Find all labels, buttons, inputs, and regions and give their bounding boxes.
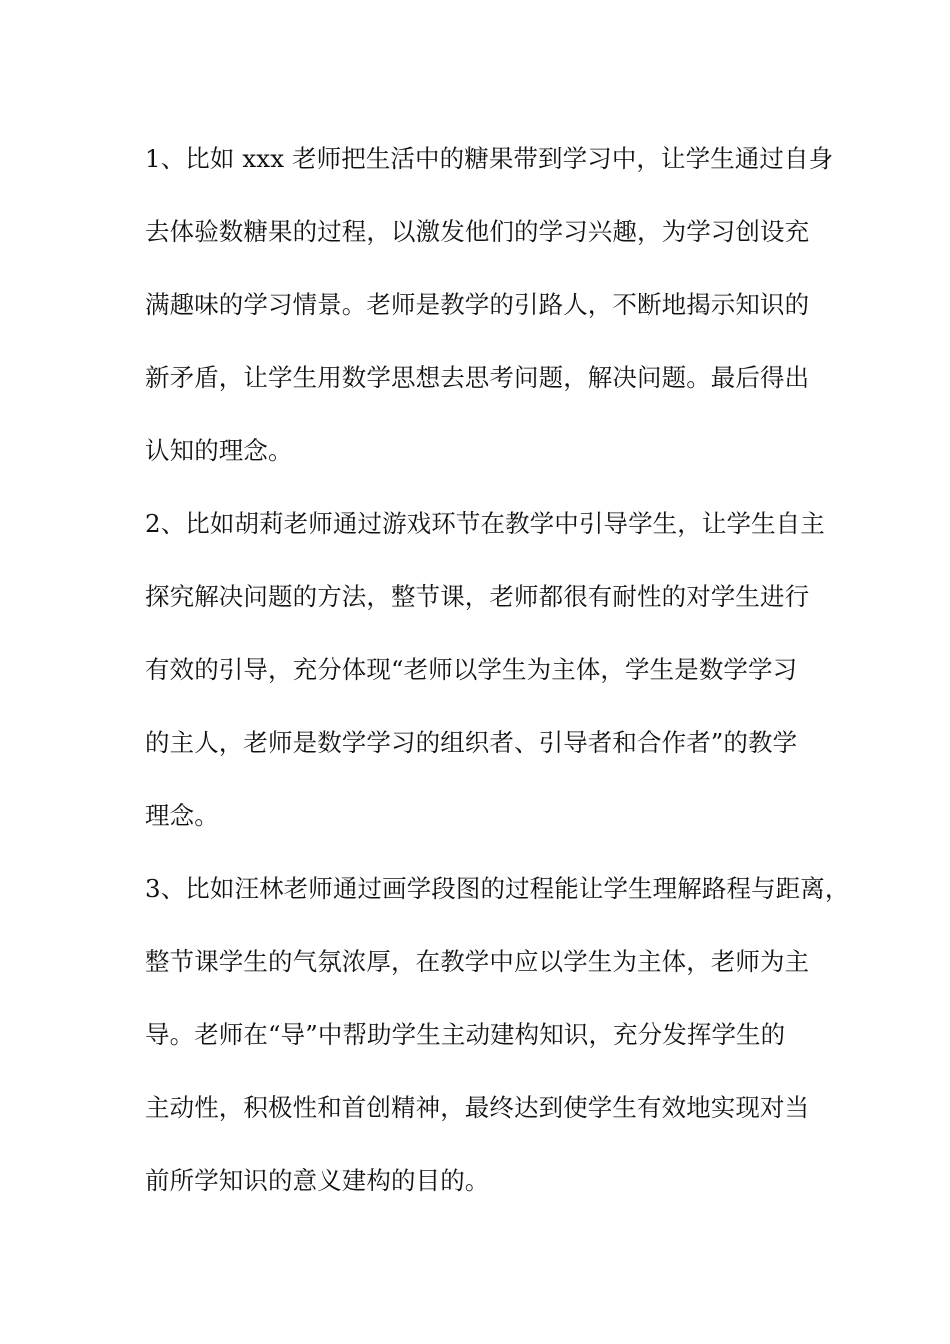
paragraph-line: 理念。 (145, 801, 219, 830)
paragraph-1 (145, 122, 834, 487)
paragraph-3 (145, 852, 850, 1217)
paragraph-line: 新矛盾，让学生用数学思想去思考问题，解决问题。最后得出 (145, 363, 810, 392)
paragraph-line: 去体验数糖果的过程，以激发他们的学习兴趣，为学习创设充 (145, 217, 810, 246)
paragraph-line: 主动性，积极性和首创精神，最终达到使学生有效地实现对当 (145, 1093, 810, 1122)
paragraph-line: 探究解决问题的方法，整节课，老师都很有耐性的对学生进行 (145, 582, 810, 611)
paragraph-line: 满趣味的学习情景。老师是教学的引路人，不断地揭示知识的 (145, 290, 810, 319)
paragraph-line: 2、比如胡莉老师通过游戏环节在教学中引导学生，让学生自主 (145, 509, 825, 538)
paragraph-line: 1、比如 xxx 老师把生活中的糖果带到学习中，让学生通过自身 (145, 144, 834, 173)
paragraph-line: 有效的引导，充分体现“老师以学生为主体，学生是数学学习 (145, 655, 798, 684)
paragraph-line: 认知的理念。 (145, 436, 293, 465)
document-body (145, 122, 850, 1217)
paragraph-line: 的主人，老师是数学学习的组织者、引导者和合作者”的教学 (145, 728, 798, 757)
paragraph-2 (145, 487, 825, 852)
paragraph-line: 3、比如汪林老师通过画学段图的过程能让学生理解路程与距离， (145, 874, 850, 903)
paragraph-line: 整节课学生的气氛浓厚，在教学中应以学生为主体，老师为主 (145, 947, 810, 976)
paragraph-line: 导。老师在“导”中帮助学生主动建构知识，充分发挥学生的 (145, 1020, 786, 1049)
paragraph-line: 前所学知识的意义建构的目的。 (145, 1166, 490, 1195)
